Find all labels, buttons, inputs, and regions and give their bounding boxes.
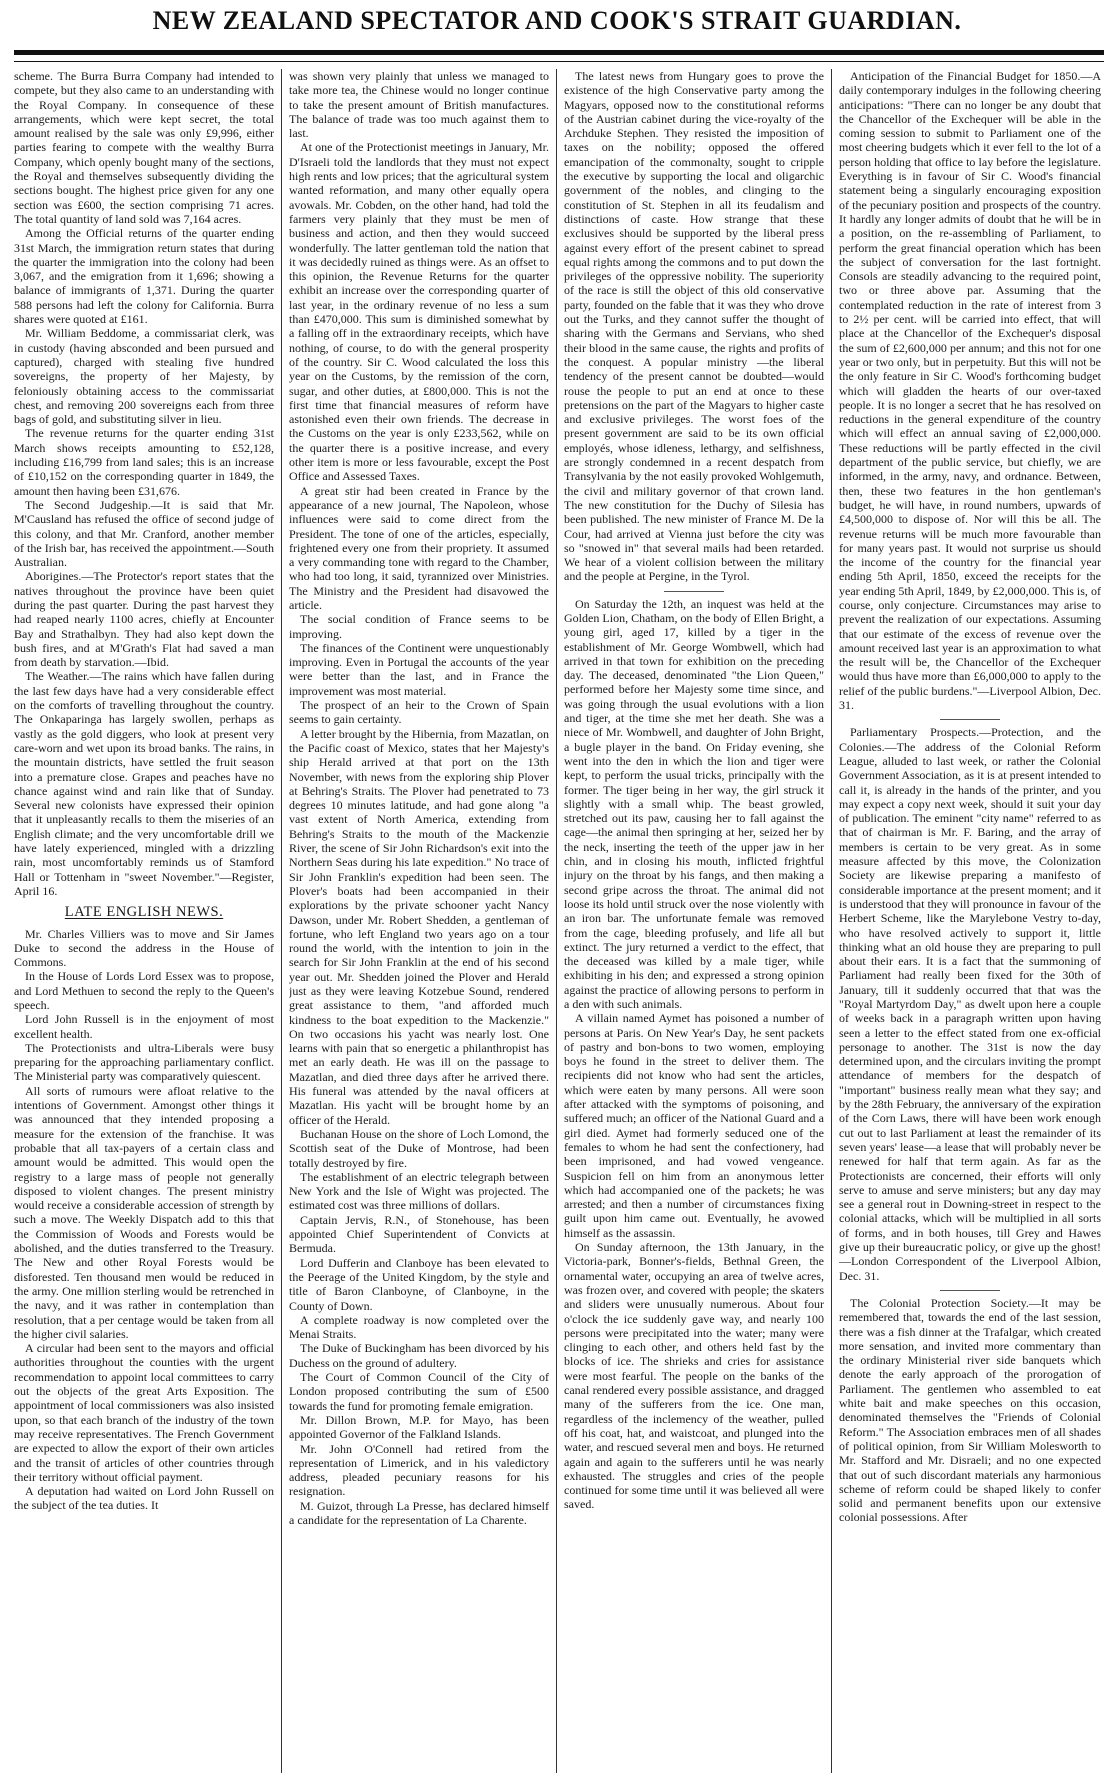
section-heading bbox=[14, 905, 274, 919]
masthead-rule-thin bbox=[14, 61, 1104, 62]
article-paragraph: Lord John Russell is in the enjoyment of most excellent health. bbox=[14, 1012, 274, 1041]
article-paragraph: A great stir had been created in France by the appearance of a new journal, The Napoleon, whose influences were said to come direct from the President. The tone of one of the articles, especially, frightened every one from their propriety. It assumed a very commanding tone with regard to the Chamber, who had too long, it said, tyrannized over Ministries. The Ministry and the President had disavowed the article. bbox=[289, 483, 549, 612]
article-paragraph: Buchanan House on the shore of Loch Lomond, the Scottish seat of the Duke of Montrose, had been totally destroyed by fire. bbox=[289, 1126, 549, 1170]
article-paragraph: On Sunday afternoon, the 13th January, in the Victoria-park, Bonner's-fields, Bethnal Green, the ornamental water, occupying an area of twelve acres, was frozen over, and covered with people; the skaters and sliders were unusually numerous. About four o'clock the ice suddenly gave way, and nearly 100 persons were precipitated into the water; many were clinging to each other, and others held fast by the blocks of ice. The shrieks and cries for assistance were most fearful. The people on the banks of the canal rendered every possible assistance, and dragged many of the sufferers from the ice. One man, regardless of the inclemency of the weather, pulled off his coat, hat, and waistcoat, and plunged into the water, and rescued several men and boys. He returned again and again to the sufferers until he was nearly exhausted. The struggles and cries of the people continued for some time until it was believed all were saved. bbox=[564, 1240, 824, 1512]
article-paragraph: The social condition of France seems to be improving. bbox=[289, 612, 549, 641]
article-paragraph: The Weather.—The rains which have fallen during the last few days have had a very considerable effect on the comforts of travelling throughout the country. The Onkaparinga has largely swollen, perhaps as vastly as the gold diggers, who look at present very care-worn and wet upon its broad banks. The rains, in the mountain districts, have settled the fruit season into a premature close. Grapes and peaches have no chance against wind and rain like that of Sunday. Several new colonists have expressed their opinion that it unpleasantly recalls to them the miseries of an English climate; and the very uncomfortable drill we have lately experienced, mingled with a drizzling rain, most uncomfortably reminds us of Stamford Hall or Tottenham in "sweet November."—Register, April 16. bbox=[14, 669, 274, 898]
article-paragraph: Among the Official returns of the quarter ending 31st March, the immigration return states that during the quarter the immigration into the colony had been 3,067, and the emigration from it 1,696; showing a balance of immigrants of 1,371. During the quarter 588 persons had left the colony for California. Burra shares were quoted at £161. bbox=[14, 226, 274, 327]
article-paragraph: Lord Dufferin and Clanboye has been elevated to the Peerage of the United Kingdom, by the style and title of Baron Clanboyne, of Clanboyne, in the County of Down. bbox=[289, 1255, 549, 1313]
article-paragraph: was shown very plainly that unless we managed to take more tea, the Chinese would no longer continue to take the present amount of British manufactures. The balance of trade was too much against them to last. bbox=[289, 69, 549, 141]
article-paragraph: The revenue returns for the quarter ending 31st March shows receipts amounting to £52,128, including £16,799 from land sales; this is an increase of £10,152 on the corresponding quarter in 1849, the amount then having been £31,676. bbox=[14, 426, 274, 498]
section-heading-text: LATE ENGLISH NEWS. bbox=[64, 904, 224, 921]
article-separator bbox=[940, 719, 1000, 720]
column-4 bbox=[839, 69, 1101, 1773]
article-paragraph: At one of the Protectionist meetings in January, Mr. D'Israeli told the landlords that they must not expect high rents and low prices; that the agricultural system wanted reformation, and many other equally opera avowals. Mr. Cobden, on the other hand, had told the farmers very plainly that they must be men of business and action, and then they would succeed wonderfully. The latter gentleman told the nation that it was decidedly ruined as things were. As an offset to this opinion, the Revenue Returns for the quarter exhibit an increase over the corresponding quarter of last year, in the ordinary revenue of no less a sum than £470,000. This sum is diminished somewhat by a falling off in the extraordinary receipts, which have nothing, of course, to do with the general prosperity of the country. Sir C. Wood calculated the loss this year on the Customs, by the remission of the corn, sugar, and other duties, at £800,000. This is not the first time that financial measures of reform have astonished even their own friends. The decrease in the Customs on the year is only £233,562, while on the quarter there is a positive increase, and every other item is more or less favourable, except the Post Office and Assessed Taxes. bbox=[289, 140, 549, 484]
masthead-rule-thick bbox=[14, 50, 1104, 55]
column-divider bbox=[281, 69, 282, 1773]
article-paragraph: Mr. William Beddome, a commissariat clerk, was in custody (having absconded and been pursued and captured), charged with stealing five hundred sovereigns, the property of her Majesty, by feloniously obtaining access to the commissariat chest, and removing 200 sovereigns each from three bags of gold, and substituting silver in lieu. bbox=[14, 326, 274, 427]
article-paragraph: A letter brought by the Hibernia, from Mazatlan, on the Pacific coast of Mexico, states that her Majesty's ship Herald arrived at that port on the 13th November, with news from the exploring ship Plover at Behring's Straits. The Plover had penetrated to 73 degrees 10 minutes latitude, and had gone along "a vast extent of North America, extending from Behring's Straits to the mouth of the Mackenzie River, the scene of Sir John Richardson's exit into the Northern Seas during his late expedition." No trace of Sir John Franklin's expedition had been seen. The Plover's boats had been accompanied in their explorations by the private schooner yacht Nancy Dawson, under Mr. Robert Shedden, a gentleman of fortune, who left England two years ago on a tour round the world, with the intention to join in the search for Sir John Franklin at the end of his second year out. Mr. Shedden joined the Plover and Herald just as they were leaving Kotzebue Sound, rendered great assistance to them, "and afforded much kindness to the boat expedition to the Mackenzie." On two occasions his yacht was nearly lost. One learns with pain that so energetic a philanthropist has met an early death. He was ill on the passage to Mazatlan, and died three days after he arrived there. His funeral was attended by the naval officers at Mazatlan. His yacht will be brought home by an officer of the Herald. bbox=[289, 726, 549, 1127]
article-paragraph: The establishment of an electric telegraph between New York and the Isle of Wight was projected. The estimated cost was three millions of dollars. bbox=[289, 1169, 549, 1213]
article-paragraph: All sorts of rumours were afloat relative to the intentions of Government. Amongst other things it was announced that they intended proposing a measure for the extension of the franchise. It was probable that all tax-payers of a certain class and amount would be admitted. This would open the registry to a large mass of people not generally disposed to violent changes. The present ministry would receive a considerable accession of strength by such a move. The Weekly Dispatch add to this that the Commission of Woods and Forests would be abolished, and the duties transferred to the Treasury. The New and other Royal Forests would be disforested. Ten thousand men would be reduced in the army. One million sterling would be retrenched in the navy, and it was rather in contemplation than resolution, that a per centage would be taken from all the higher civil salaries. bbox=[14, 1083, 274, 1341]
column-1 bbox=[14, 69, 274, 1773]
column-3 bbox=[564, 69, 824, 1773]
article-paragraph: The Second Judgeship.—It is said that Mr. M'Causland has refused the office of second judge of this colony, and that Mr. Cranford, another member of the Irish bar, has received the appointment.—South Australian. bbox=[14, 497, 274, 570]
article-paragraph: The prospect of an heir to the Crown of Spain seems to gain certainty. bbox=[289, 698, 549, 727]
article-separator bbox=[940, 1290, 1000, 1291]
article-paragraph: The finances of the Continent were unquestionably improving. Even in Portugal the accounts of the year were better than the last, and in France the improvement was most material. bbox=[289, 640, 549, 698]
article-paragraph: The Court of Common Council of the City of London proposed contributing the sum of £500 towards the fund for promoting female emigration. bbox=[289, 1370, 549, 1413]
article-paragraph: scheme. The Burra Burra Company had intended to compete, but they also came to an understanding with the Royal Company. In consequence of these arrangements, which were kept secret, the total amount realised by the sale was only £9,996, either parties fearing to compete with the wealthy Burra Company, which openly bought many of the sections, the Royal and themselves subsequently dividing the sections bought. The highest price given for any one section was £600, the section comprising 71 acres. The total quantity of land sold was 7,164 acres. bbox=[14, 69, 274, 226]
article-paragraph: A villain named Aymet has poisoned a number of persons at Paris. On New Year's Day, he sent packets of pastry and bon-bons to two women, employing boys he found in the street to deliver them. The recipients did not know who had sent the articles, which were eaten by many persons. All were soon after attacked with the symptoms of poisoning, and suffered much; an officer of the National Guard and a girl died. Aymet had formerly seduced one of the females to whom he had sent the confectionery, had been imprisoned, and had vowed vengeance. Suspicion fell on him from an anonymous letter which had accompanied one of the packets; he was arrested; and then a number of circumstances fixing guilt upon him came out. Eventually, he avowed himself as the assassin. bbox=[564, 1011, 824, 1240]
article-paragraph: A complete roadway is now completed over the Menai Straits. bbox=[289, 1312, 549, 1342]
article-paragraph: The Protectionists and ultra-Liberals were busy preparing for the approaching parliamentary conflict. The Ministerial party was comparatively quiescent. bbox=[14, 1040, 274, 1084]
article-paragraph: Aborigines.—The Protector's report states that the natives throughout the province have been quiet during the past quarter. During the past harvest they had reaped nearly 1100 acres, chiefly at Encounter Bay and Strathalbyn. They had also kept down the bush fires, and at M'Grath's Flat had saved a man from death by starvation.—Ibid. bbox=[14, 569, 274, 670]
article-paragraph: The latest news from Hungary goes to prove the existence of the high Conservative party among the Magyars, opposed now to the constitutional reforms of the Austrian cabinet during the vice-royalty of the Archduke Stephen. They resisted the imposition of taxes on the nobility; opposed the offered emancipation of the commonalty, sought to cripple the executive by supporting the local and oligarchic government of the nobles, and clinging to the constitution of St. Stephen in all its feudalism and distinctions of caste. How strange that these exclusives should be supported by the liberal press against every effort of the present cabinet to spread equal rights among the commons and to put down the privileges of the oppressive nobility. The superiority of the race is still the object of this old conservative party, founded on the fable that it was they who drove out the Turks, and they cannot suffer the thought of sharing with the Germans and Servians, who shed their blood in the same cause, the rights and profits of the conquest. A popular ministry —the liberal tendency of the present cannot be doubted—would rouse the people to put an end at once to these pretensions on the part of the Magyars to higher caste and exclusive privileges. The worst foes of the present government are said to be its own official employés, whose idleness, lethargy, and selfishness, are strongly condemned in a recent despatch from Transylvania by the not easily provoked Wohlgemuth, the civil and military governor of that crown land. The new constitution for the Duchy of Silesia has been published. The new minister of France M. De la Cour, had arrived at Vienna just before the city was so "snowed in" that several mails had been retarded. We hear of a violent collision between the military and the people at Pergine, in the Tyrol. bbox=[564, 69, 824, 584]
masthead-title: NEW ZEALAND SPECTATOR AND COOK'S STRAIT GUARDIAN. bbox=[152, 6, 962, 35]
column-divider bbox=[556, 69, 557, 1773]
article-paragraph: Mr. Charles Villiers was to move and Sir James Duke to second the address in the House of Commons. bbox=[14, 926, 274, 970]
article-paragraph: On Saturday the 12th, an inquest was held at the Golden Lion, Chatham, on the body of Ellen Bright, a young girl, aged 17, killed by a tiger in the establishment of Mr. George Wombwell, which had arrived in that town for exhibition on the preceding day. The deceased, denominated "the Lion Queen," performed before her Majesty some time since, and was going through the usual evolutions with a lion and tiger, at the time she met her death. She was a niece of Mr. Wombwell, and daughter of John Bright, a bugle player in the band. On Friday evening, she went into the den in which the lion and tiger were kept, to perform the usual tricks, principally with the former. The tiger being in her way, the girl struck it slightly with a small whip. The beast growled, stretched out its paw, causing her to fall against the cage—the animal then springing at her, seized her by the neck, inserting the teeth of the upper jaw in her chin, and in closing his mouth, inflicted frightful injury on the throat by his fangs, and then making a second gripe across the throat. The animal did not loose its hold until struck over the nose violently with an iron bar. The unfortunate female was removed from the cage, bleeding profusely, and life all but extinct. The jury returned a verdict to the effect, that the deceased was killed by a male tiger, while exhibiting in his den; and expressed a strong opinion against the practice of allowing persons to perform in a den with such animals. bbox=[564, 596, 824, 1011]
column-divider bbox=[831, 69, 832, 1773]
article-paragraph: Anticipation of the Financial Budget for 1850.—A daily contemporary indulges in the following cheering anticipations: "There can no longer be any doubt that the Chancellor of the Exchequer will be able in the coming session to submit to Parliament one of the most cheering budgets which it ever fell to the lot of a person holding that office to lay before the legislature. Everything is in favour of Sir C. Wood's financial statement being a singularly encouraging exposition of the pecuniary position and prospects of the country. It hardly any longer admits of doubt that he will be in a position, on the re-assembling of Parliament, to perform the great financial operation which has been the subject of conversation for the last fortnight. Consols are steadily advancing to the required point, two or three above par. Assuming that the contemplated reduction in the rate of interest from 3 to 2½ per cent. will be carried into effect, that will place at the Chancellor of the Exchequer's disposal the sum of £2,600,000 per annum; and this not for one year or two only, but in perpetuity. But this will not be the only feature in Sir C. Wood's forthcoming budget which will gladden the hearts of our over-taxed people. It is no longer a secret that he has resolved on reductions in the general expenditure of the country which will effect an annual saving of £2,000,000. These reductions will be partly effected in the civil department of the public service, but chiefly, we are informed, in the army, navy, and ordnance. Between, then, these two features in the hon gentleman's budget, he will have, in round numbers, upwards of £4,500,000 to dispose of. Nor will this be all. The revenue returns will be much more favourable than for many years past. It would not surprise us should the income of the country for the financial year ending 5th April, 1850, exceed the receipts for the year ending 5th April, 1849, by £2,000,000. This is, of course, only conjecture. Circumstances may arise to prevent the realization of our expectations. Assuming that our estimate of the excess of revenue over the amount received last year is an approximation to what the result will be, the Chancellor of the Exchequer would thus have more than £6,000,000 to apply to the relief of the public burdens."—Liverpool Albion, Dec. 31. bbox=[839, 69, 1101, 713]
column-2 bbox=[289, 69, 549, 1773]
article-paragraph: A circular had been sent to the mayors and official authorities throughout the counties with the urgent recommendation to appoint local committees to carry out the objects of the great Arts Exposition. The appointment of local commissioners was also insisted upon, so that each branch of the industry of the town may receive representatives. The French Government are expected to allow the export of their own articles and the transit of articles of other countries through their territory without official payment. bbox=[14, 1341, 274, 1484]
article-paragraph: The Duke of Buckingham has been divorced by his Duchess on the ground of adultery. bbox=[289, 1341, 549, 1370]
article-separator bbox=[664, 591, 724, 592]
article-paragraph: In the House of Lords Lord Essex was to propose, and Lord Methuen to second the reply to the Queen's speech. bbox=[14, 969, 274, 1012]
article-paragraph: Mr. John O'Connell had retired from the representation of Limerick, and in his valedictory address, pleaded pecuniary reasons for his resignation. bbox=[289, 1441, 549, 1499]
article-paragraph: Captain Jervis, R.N., of Stonehouse, has been appointed Chief Superintendent of Convicts at Bermuda. bbox=[289, 1212, 549, 1256]
article-paragraph: The Colonial Protection Society.—It may be remembered that, towards the end of the last session, there was a fish dinner at the Trafalgar, which created more sensation, and invited more commentary than the ordinary Ministerial river side banquets which denote the early approach of the prorogation of Parliament. The gentlemen who assembled to eat white bait and make speeches on this occasion, denominated themselves the "Friends of Colonial Reform." The Association embraces men of all shades of political opinion, from Sir William Molesworth to Mr. Stafford and Mr. Disraeli; and no one expected that out of such discordant materials any harmonious scheme of reform could be shaped likely to confer solid and permanent benefits upon our extensive colonial possessions. After bbox=[839, 1295, 1101, 1525]
article-paragraph: A deputation had waited on Lord John Russell on the subject of the tea duties. It bbox=[14, 1484, 274, 1513]
article-paragraph: Mr. Dillon Brown, M.P. for Mayo, has been appointed Governor of the Falkland Islands. bbox=[289, 1412, 549, 1442]
article-paragraph: Parliamentary Prospects.—Protection, and the Colonies.—The address of the Colonial Reform League, alluded to last week, or rather the Colonial Government Association, as it is at present intended to call it, is already in the hands of the printer, and you may expect a copy next week, should it suit your day of publication. The eminent "city name" referred to as that of chairman is Mr. F. Baring, and the array of members is certain to be very great. As in some measure affected by this move, the Colonization Society are likewise preparing a manifesto of considerable importance at the present moment; and it is understood that they will pronounce in favour of the Herbert Scheme, like the Marylebone Vestry to-day, who have resolved actively to support it, little thinking what an old house they are preparing to pull about their ears. It is a fact that the summoning of Parliament had really been fixed for the 30th of January, till it suddenly occurred that that was the "Royal Martyrdom Day," as dwelt upon here a couple of weeks back in a paragraph written upon having seen a letter to the effect stated from one ex-official personage to another. The 31st is now the day determined upon, and the circulars inviting the prompt attendance of members for the despatch of "important" business really mean what they say; and by the 28th February, the anniversary of the expiration of the Corn Laws, there will have been work enough cut out to last Parliament at least the remainder of its seven years' lease—a lease that will probably never be renewed for half that term again. As far as the Protectionists are concerned, their efforts will only serve to amuse and serve ministers; but any day may see a general rout in Downing-street in respect to the colonial attacks, which will be multiplied in all sorts of forms, and in both houses, till Grey and Hawes give up their bureaucratic policy, or give up the ghost!—London Correspondent of the Liverpool Albion, Dec. 31. bbox=[839, 725, 1101, 1283]
article-paragraph: M. Guizot, through La Presse, has declared himself a candidate for the representation of La Charente. bbox=[289, 1498, 549, 1527]
